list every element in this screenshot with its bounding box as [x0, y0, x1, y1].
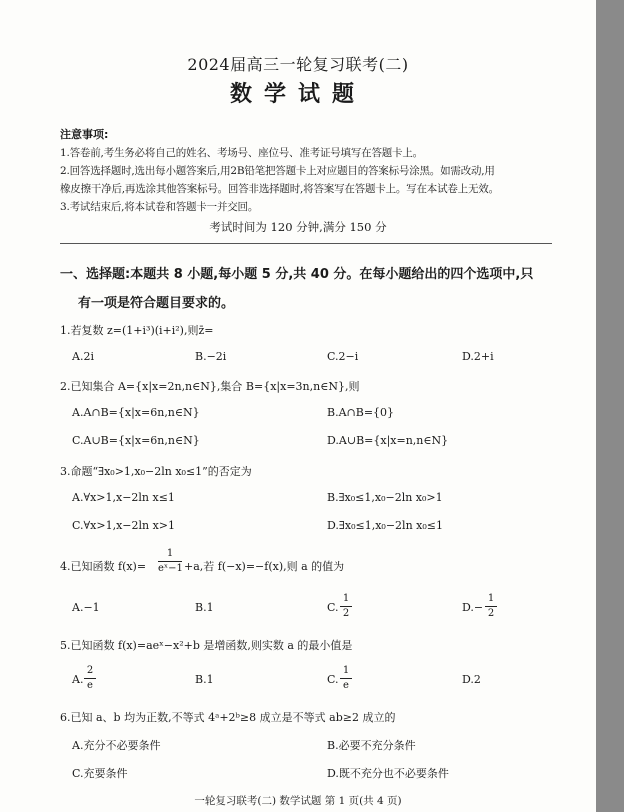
fraction-bar [485, 606, 497, 607]
fraction-numerator: 1 [342, 665, 350, 676]
exam-title: 2024届高三一轮复习联考(二) [187, 55, 409, 74]
question-stem: 5.已知函数 f(x)=aeˣ−x²+b 是增函数,则实数 a 的最小值是 [60, 639, 353, 652]
question-stem: 6.已知 a、b 均为正数,不等式 4ᵃ+2ᵇ≥8 成立是不等式 ab≥2 成立的 [60, 711, 396, 724]
option-b: B.1 [195, 601, 214, 614]
note-item: 橡皮擦干净后,再选涂其他答案标号。回答非选择题时,将答案写在答题卡上。写在本试卷上无效。 [60, 183, 499, 195]
question-stem-end: +a,若 f(−x)=−f(x),则 a 的值为 [184, 560, 345, 573]
option-b: B.∃x₀≤1,x₀−2ln x₀>1 [327, 491, 443, 504]
fraction-numerator: 2 [86, 665, 94, 676]
divider [60, 243, 552, 244]
option-a: A.充分不必要条件 [72, 739, 161, 752]
exam-time-info: 考试时间为 120 分钟,满分 150 分 [209, 220, 387, 234]
section-heading-cont: 有一项是符合题目要求的。 [78, 296, 235, 311]
fraction-numerator: 1 [487, 593, 495, 604]
viewer-scroll-strip [596, 0, 624, 812]
note-item: 1.答卷前,考生务必将自己的姓名、考场号、座位号、准考证号填写在答题卡上。 [60, 147, 423, 159]
question-stem: 2.已知集合 A={x|x=2n,n∈N},集合 B={x|x=3n,n∈N},则 [60, 380, 360, 393]
question-stem-start: 4.已知函数 f(x)= [60, 560, 147, 573]
fraction-bar [340, 678, 352, 679]
option-d: D.既不充分也不必要条件 [327, 767, 449, 780]
note-item: 2.回答选择题时,选出每小题答案后,用2B铅笔把答题卡上对应题目的答案标号涂黑。如需改动,用 [60, 165, 495, 177]
question-stem: 1.若复数 z=(1+i³)(i+i²),则z̄= [60, 324, 214, 337]
note-item: 3.考试结束后,将本试卷和答题卡一并交回。 [60, 201, 259, 213]
fraction-bar [340, 606, 352, 607]
fraction-numerator: 1 [342, 593, 350, 604]
fraction-numerator: 1 [166, 548, 174, 559]
question-stem: 3.命题“∃x₀>1,x₀−2ln x₀≤1”的否定为 [60, 465, 252, 478]
option-c: C.∀x>1,x−2ln x>1 [72, 519, 176, 532]
fraction-bar [158, 561, 182, 562]
fraction-denominator: 2 [487, 608, 495, 619]
notes-heading: 注意事项: [60, 128, 109, 141]
option-d: D.− [462, 601, 484, 614]
fraction-denominator: e [87, 680, 93, 691]
option-c: C.A∪B={x|x=6n,n∈N} [72, 434, 200, 447]
fraction-bar [84, 678, 96, 679]
fraction-denominator: 2 [342, 608, 350, 619]
fraction-denominator: eˣ−1 [158, 563, 183, 574]
option-d: D.2+i [462, 350, 494, 363]
option-b: B.1 [195, 673, 214, 686]
option-d: D.A∪B={x|x=n,n∈N} [327, 434, 449, 447]
exam-subject: 数学试题 [229, 82, 366, 107]
option-a: A.∀x>1,x−2ln x≤1 [72, 491, 175, 504]
section-heading: 一、选择题:本题共 8 小题,每小题 5 分,共 40 分。在每小题给出的四个选项中,只 [60, 267, 534, 282]
option-c: C.充要条件 [72, 767, 128, 780]
option-a: A.−1 [72, 601, 100, 614]
fraction-denominator: e [343, 680, 349, 691]
option-a: A. [72, 673, 84, 686]
option-a: A.2i [72, 350, 94, 363]
option-d: D.2 [462, 673, 481, 686]
option-d: D.∃x₀≤1,x₀−2ln x₀≤1 [327, 519, 443, 532]
option-c: C.2−i [327, 350, 359, 363]
option-c: C. [327, 601, 339, 614]
option-a: A.A∩B={x|x=6n,n∈N} [72, 406, 200, 419]
option-b: B.A∩B={0} [327, 406, 395, 419]
option-b: B.必要不充分条件 [327, 739, 416, 752]
option-c: C. [327, 673, 339, 686]
page-footer: 一轮复习联考(二) 数学试题 第 1 页(共 4 页) [194, 795, 402, 807]
option-b: B.−2i [195, 350, 227, 363]
